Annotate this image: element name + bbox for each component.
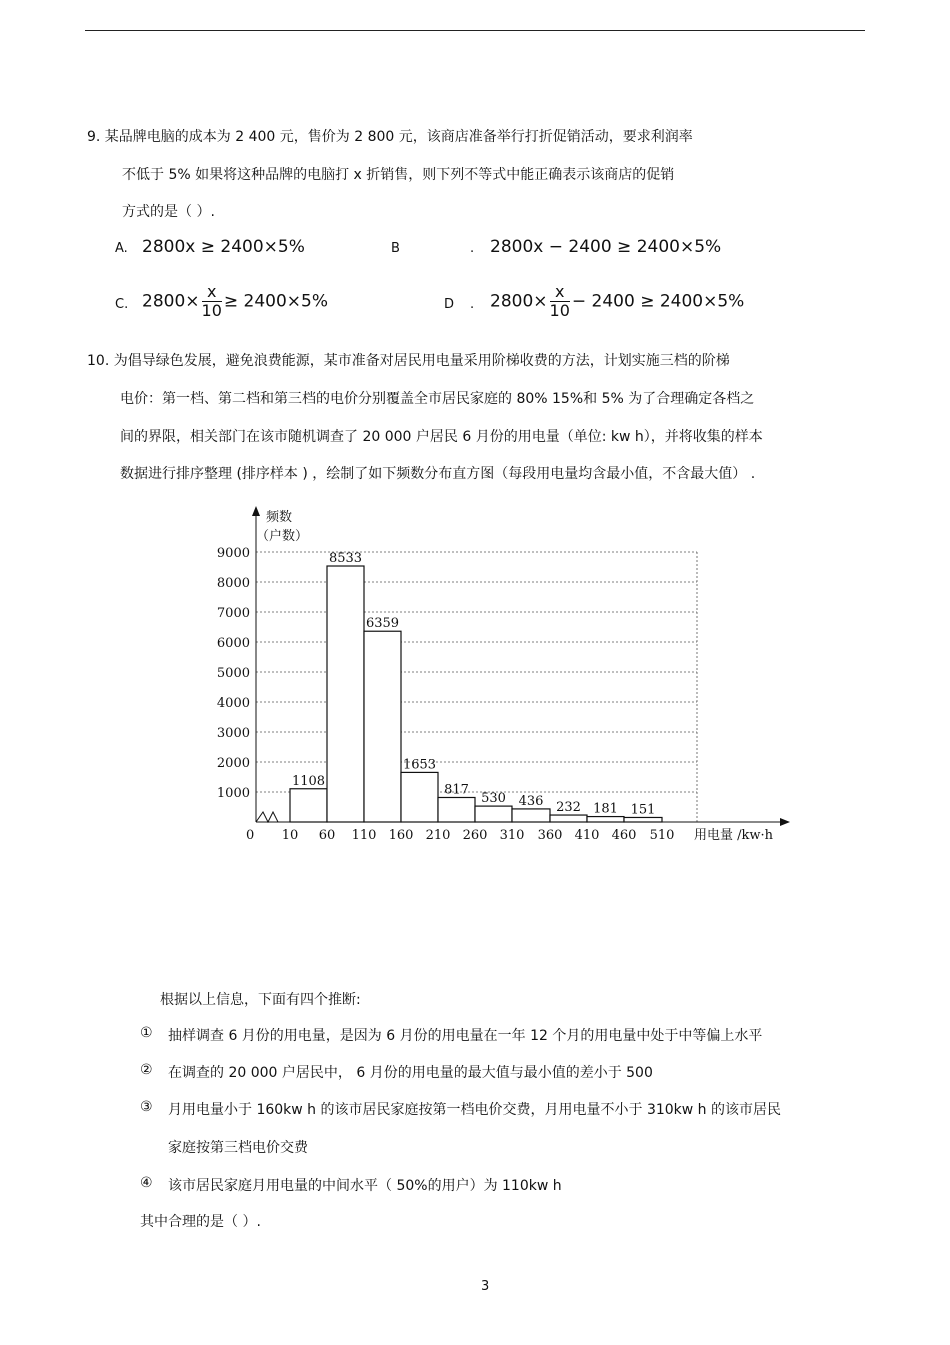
x-tick-label: 410 <box>574 828 600 843</box>
page-number: 3 <box>481 1279 490 1294</box>
q9-line2: 不低于 5% 如果将这种品牌的电脑打 x 折销售，则下列不等式中能正确表示该商店的促销 <box>122 167 675 183</box>
x-tick-label: 110 <box>351 828 377 843</box>
q9-option-c-pre: 2800× <box>142 291 200 312</box>
x-tick-label: 10 <box>281 828 299 843</box>
axis-break-icon <box>256 812 278 822</box>
histogram-bar <box>401 772 438 822</box>
x-tick-label: 310 <box>499 828 525 843</box>
q9-option-a-expr: 2800x ≥ 2400×5% <box>142 237 305 257</box>
statement-4: 该市居民家庭月用电量的中间水平（ 50%的用户）为 110kw h <box>168 1178 562 1194</box>
histogram-bar <box>475 806 512 822</box>
q9-option-b-dot: . <box>470 241 475 256</box>
top-rule <box>85 30 865 31</box>
statement-3-line1: 月用电量小于 160kw h 的该市居民家庭按第一档电价交费，月用电量不小于 310kw h 的该市居民 <box>168 1102 782 1118</box>
y-tick-label: 8000 <box>216 576 250 591</box>
y-tick-label: 3000 <box>216 726 250 741</box>
q9-option-d-dot: . <box>470 297 475 312</box>
x-tick-label: 160 <box>388 828 414 843</box>
bar-value-label: 6359 <box>365 616 400 632</box>
histogram-bar <box>624 817 662 822</box>
q9-option-c-numerator: x <box>202 283 222 302</box>
y-tick-label: 5000 <box>216 666 250 681</box>
y-tick-label: 9000 <box>216 546 250 561</box>
statement-3-mark: ③ <box>140 1099 153 1115</box>
bar-value-label: 530 <box>481 791 506 807</box>
y-tick-label: 4000 <box>216 696 250 711</box>
bar-value-label: 1108 <box>291 773 326 789</box>
q10-line2: 电价：第一档、第二档和第三档的电价分别覆盖全市居民家庭的 80% 15%和 5% 为了合理确定各档之 <box>120 391 755 407</box>
bar-value-label: 1653 <box>402 757 437 773</box>
q9-option-d-expr <box>490 283 744 320</box>
histogram-bar <box>512 809 550 822</box>
x-tick-label: 360 <box>537 828 563 843</box>
x-axis-arrow-icon <box>780 818 790 826</box>
bar-value-label: 151 <box>630 802 656 818</box>
bar-value-label: 181 <box>593 801 618 817</box>
q9-option-c-post: ≥ 2400×5% <box>223 291 328 312</box>
histogram-bar <box>438 797 475 822</box>
x-axis-label: 用电量 /kw·h <box>694 828 774 843</box>
histogram-bar <box>327 566 364 822</box>
x-tick-label: 260 <box>462 828 488 843</box>
bar-value-label: 8533 <box>328 551 363 567</box>
q9-option-d-label: D <box>444 297 455 312</box>
y-axis-label-line2: （户数） <box>256 529 309 544</box>
bar-value-label: 817 <box>444 782 469 798</box>
statement-1: 抽样调查 6 月份的用电量，是因为 6 月份的用电量在一年 12 个月的用电量中处于中等偏上水平 <box>168 1028 763 1044</box>
statement-2: 在调查的 20 000 户居民中， 6 月份的用电量的最大值与最小值的差小于 500 <box>168 1065 653 1081</box>
q9-option-d-pre: 2800× <box>490 291 548 312</box>
q9-option-d-numerator: x <box>550 283 570 302</box>
histogram-bar <box>550 815 587 822</box>
x-tick-label: 460 <box>611 828 637 843</box>
origin-label: 0 <box>246 828 255 843</box>
y-tick-label: 7000 <box>216 606 250 621</box>
x-tick-label: 510 <box>649 828 675 843</box>
q10-line3: 间的界限，相关部门在该市随机调查了 20 000 户居民 6 月份的用电量（单位: kw h），并将收集的样本 <box>120 429 763 445</box>
q10-line4: 数据进行排序整理 (排序样本 ) ，绘制了如下频数分布直方图（每段用电量均含最小值，不含最大值） . <box>120 466 756 482</box>
histogram-bar <box>364 631 401 822</box>
statement-4-mark: ④ <box>140 1175 153 1191</box>
q9-option-b-expr: 2800x − 2400 ≥ 2400×5% <box>490 237 722 257</box>
bar-value-label: 232 <box>556 800 581 816</box>
bar-value-label: 436 <box>518 793 544 809</box>
x-tick-label: 210 <box>425 828 451 843</box>
q9-option-a-label: A. <box>115 241 128 256</box>
q9-option-b-label: B <box>391 241 400 256</box>
statement-2-mark: ② <box>140 1062 153 1078</box>
y-tick-label: 6000 <box>216 636 250 651</box>
histogram-bar <box>587 817 624 822</box>
statement-1-mark: ① <box>140 1025 153 1041</box>
q9-option-d-fraction <box>550 283 570 320</box>
statement-3-line2: 家庭按第三档电价交费 <box>168 1140 308 1156</box>
q9-option-d-denominator: 10 <box>549 301 570 320</box>
q9-option-c-expr <box>142 283 328 320</box>
q9-option-c-label: C. <box>115 297 129 312</box>
q10-line1: 10. 为倡导绿色发展，避免浪费能源，某市准备对居民用电量采用阶梯收费的方法，计划实施三档的阶梯 <box>87 353 730 369</box>
x-tick-label: 60 <box>318 828 336 843</box>
histogram-bar <box>290 789 327 822</box>
y-axis-label-line1: 频数 <box>266 510 293 525</box>
frequency-histogram <box>200 500 790 850</box>
y-tick-label: 2000 <box>216 756 250 771</box>
q9-option-c-fraction <box>202 283 222 320</box>
q9-line3: 方式的是（ ）. <box>122 204 215 220</box>
bars <box>290 566 662 822</box>
y-tick-label: 1000 <box>216 786 250 801</box>
q10-closing: 其中合理的是（ ）. <box>140 1214 261 1230</box>
q9-option-c-denominator: 10 <box>201 301 222 320</box>
q9-line1: 9. 某品牌电脑的成本为 2 400 元，售价为 2 800 元，该商店准备举行打折促销活动，要求利润率 <box>87 129 693 145</box>
y-axis-arrow-icon <box>252 506 260 516</box>
q10-intro: 根据以上信息，下面有四个推断: <box>160 992 361 1008</box>
q9-option-d-post: − 2400 ≥ 2400×5% <box>571 291 745 312</box>
